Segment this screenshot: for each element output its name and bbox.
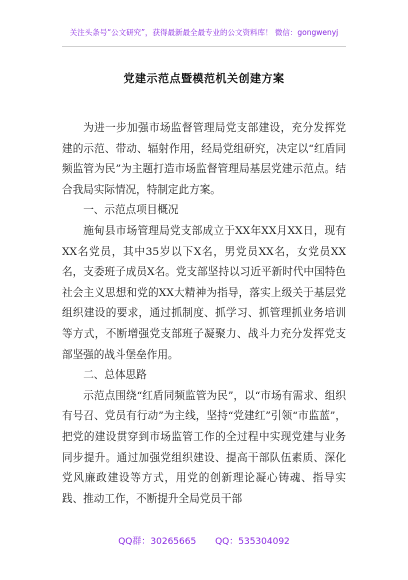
section-heading-overview: 一、示范点项目概况: [83, 204, 179, 217]
qq-number: QQ：535304092: [215, 537, 290, 547]
intro-paragraph: 为进一步加强市场监督管理局党支部建设，充分发挥党建的示范、带动、辐射作用，经局党组研究，决定以“红盾同频监管为民”为主题打造市场监督管理局基层党建示范点。结合我局实际情况，特制定此方案。: [62, 122, 346, 196]
contact-footer: [0, 534, 408, 547]
approach-paragraph: 示范点围绕“红盾同频监管为民”，以“市场有需求、组织有号召、党员有行动”为主线，坚持“党建红”引领“市监蓝”，把党的建设贯穿到市场监管工作的全过程中实现党建与业务同步提升。通过加强党组织建设、提高干部队伍素质、深化党风廉政建设等方式，用党的创新理论凝心铸魂、指导实践、推动工作，不断提升全局党员干部: [62, 389, 346, 505]
promo-header: 关注头条号“公文研究”，获得最新最全最专业的公文资料库！ 微信：gongwenyj: [69, 28, 339, 37]
document-body: [62, 118, 346, 509]
document-title: 党建示范点暨模范机关创建方案: [123, 72, 285, 85]
header-divider: [62, 46, 346, 47]
section-heading-approach: 二、总体思路: [83, 369, 147, 382]
qq-group-number: QQ群：30265665: [118, 537, 197, 547]
overview-paragraph: 施甸县市场管理局党支部成立于XX年XX月XX日，现有XX名党员，其中35岁以下X名，男党员XX名，女党员XX名，支委班子成员X名。党支部坚持以习近平新时代中国特色社会主义思想和党的XX大精神为指导，落实上级关于基层党组织建设的要求，通过抓制度、抓学习、抓管理抓业务培训等方式，不断增强党支部班子凝聚力、战斗力充分发挥党支部坚强的战斗堡垒作用。: [62, 224, 346, 361]
